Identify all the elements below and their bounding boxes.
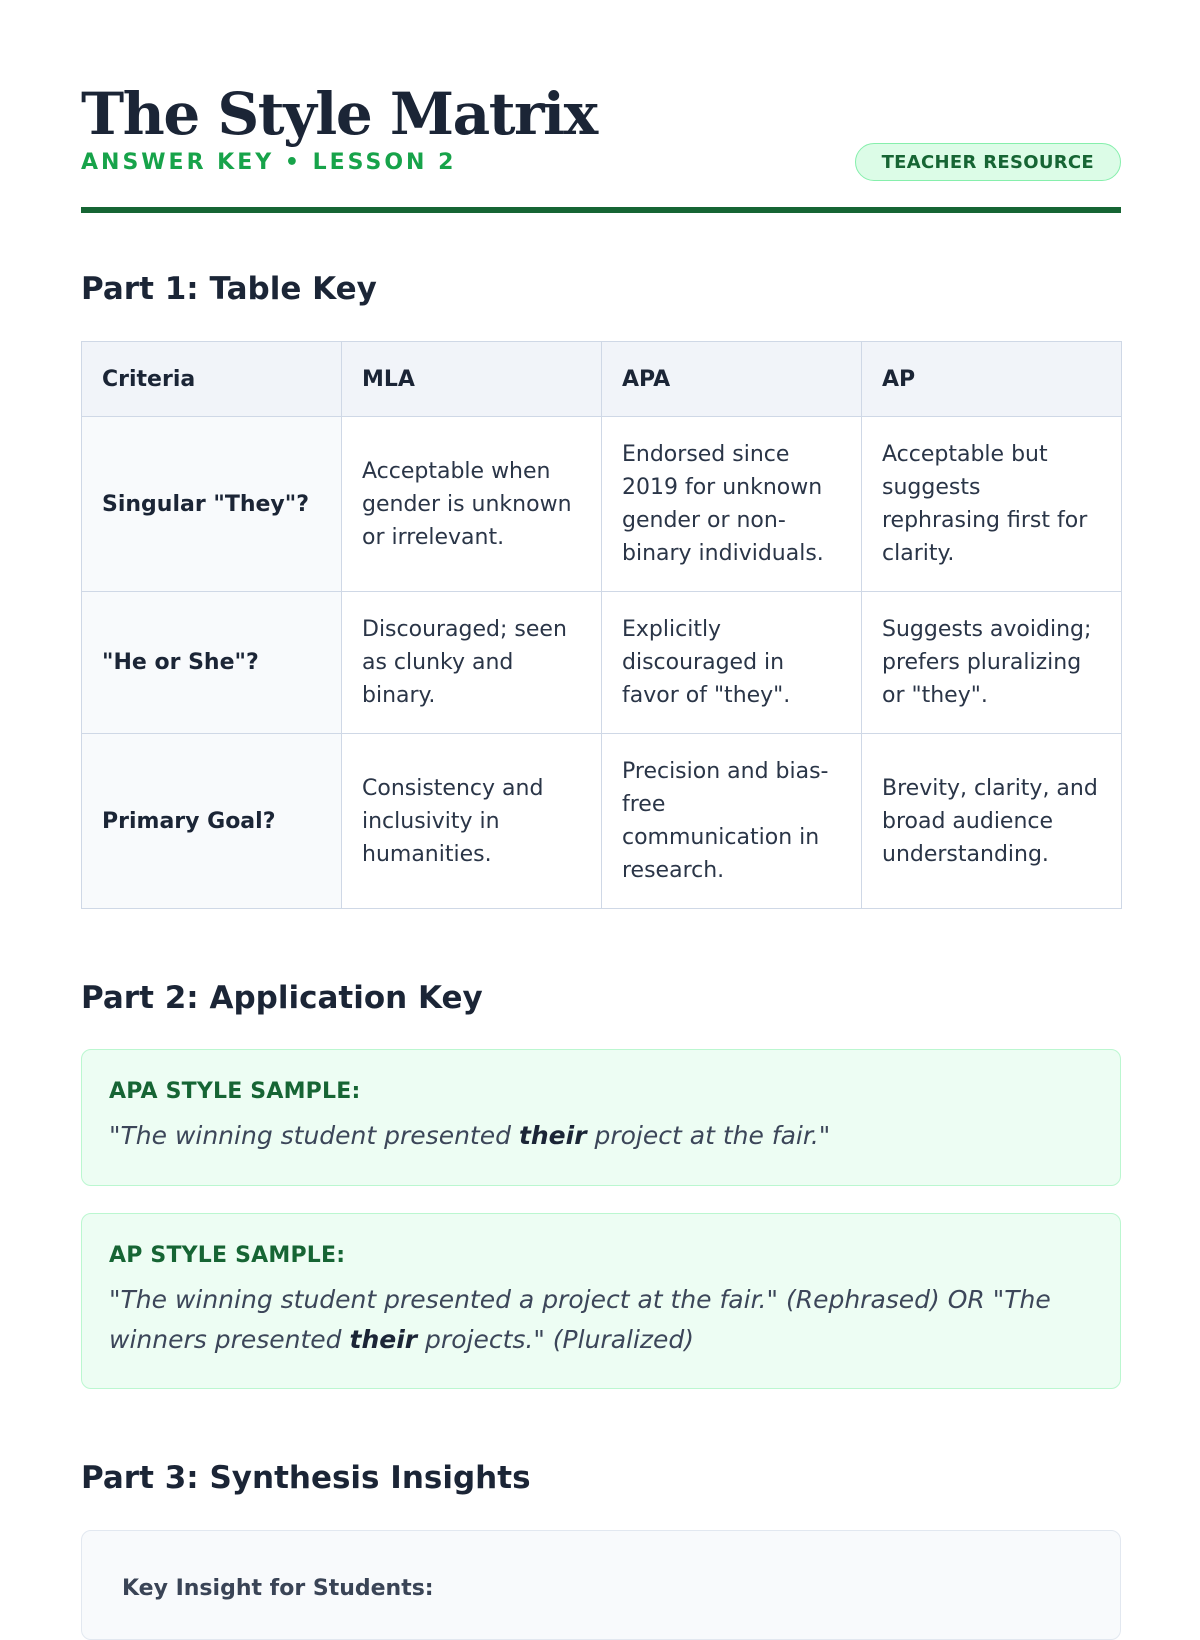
apa-sample-box bbox=[81, 1049, 1121, 1186]
ap-sample-text bbox=[109, 1280, 1093, 1360]
apa-cell: Endorsed since 2019 for unknown gender or non-binary individuals. bbox=[602, 417, 862, 592]
ap-cell: Suggests avoiding; prefers pluralizing or "they". bbox=[862, 592, 1122, 734]
mla-cell: Discouraged; seen as clunky and binary. bbox=[342, 592, 602, 734]
header-divider bbox=[81, 207, 1121, 213]
table-row bbox=[82, 592, 1122, 734]
table-row bbox=[82, 734, 1122, 909]
row-criteria-cell: Primary Goal? bbox=[82, 734, 342, 909]
key-insight-label: Key Insight for Students: bbox=[122, 1576, 434, 1601]
apa-sample-text bbox=[109, 1116, 1093, 1156]
apa-sample-emphasis: their bbox=[518, 1121, 587, 1150]
column-header-apa: APA bbox=[602, 342, 862, 417]
mla-cell: Consistency and inclusivity in humanities. bbox=[342, 734, 602, 909]
page-title: The Style Matrix bbox=[81, 80, 597, 148]
style-comparison-table bbox=[81, 341, 1122, 909]
apa-sample-text-end: project at the fair." bbox=[586, 1121, 831, 1150]
column-header-criteria: Criteria bbox=[82, 342, 342, 417]
apa-sample-label: APA STYLE SAMPLE: bbox=[109, 1079, 361, 1104]
part2-heading: Part 2: Application Key bbox=[81, 980, 483, 1016]
row-criteria-cell: "He or She"? bbox=[82, 592, 342, 734]
column-header-mla: MLA bbox=[342, 342, 602, 417]
part3-heading: Part 3: Synthesis Insights bbox=[81, 1460, 531, 1496]
mla-cell: Acceptable when gender is unknown or irrelevant. bbox=[342, 417, 602, 592]
teacher-resource-badge: TEACHER RESOURCE bbox=[855, 143, 1121, 181]
synthesis-insight-box bbox=[81, 1530, 1121, 1640]
apa-cell: Explicitly discouraged in favor of "they". bbox=[602, 592, 862, 734]
page-subtitle: ANSWER KEY • LESSON 2 bbox=[81, 150, 457, 175]
ap-sample-text-end: projects." (Pluralized) bbox=[417, 1325, 695, 1354]
ap-sample-emphasis: their bbox=[349, 1325, 418, 1354]
part1-heading: Part 1: Table Key bbox=[81, 271, 377, 307]
column-header-ap: AP bbox=[862, 342, 1122, 417]
apa-cell: Precision and bias-free communication in research. bbox=[602, 734, 862, 909]
ap-sample-box bbox=[81, 1213, 1121, 1389]
ap-cell: Brevity, clarity, and broad audience understanding. bbox=[862, 734, 1122, 909]
table-header-row bbox=[82, 342, 1122, 417]
row-criteria-cell: Singular "They"? bbox=[82, 417, 342, 592]
apa-sample-text-start: "The winning student presented bbox=[109, 1121, 519, 1150]
ap-cell: Acceptable but suggests rephrasing first for clarity. bbox=[862, 417, 1122, 592]
table-row bbox=[82, 417, 1122, 592]
ap-sample-text-start: "The winning student presented a project at the fair." (Rephrased) OR "The winners presented bbox=[109, 1285, 1051, 1354]
ap-sample-label: AP STYLE SAMPLE: bbox=[109, 1243, 346, 1268]
